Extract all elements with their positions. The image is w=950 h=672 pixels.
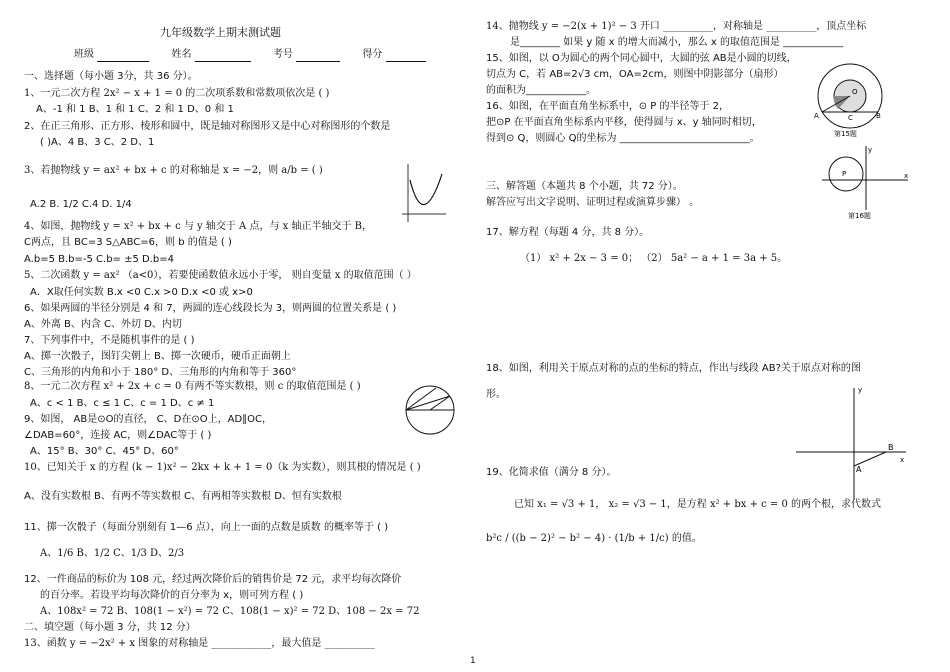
- left-line: A、没有实数根 B、有两不等实数根 C、有两相等实数根 D、恒有实数根: [24, 491, 342, 502]
- figure-15: [812, 60, 888, 138]
- left-line: 12、一件商品的标价为 108 元，经过两次降价后的销售价是 72 元，求平均每次降价: [24, 574, 402, 585]
- fig16-label-x: x: [904, 172, 909, 180]
- left-line: 二、填空题（每小题 3 分，共 12 分）: [24, 622, 196, 633]
- right-line: 切点为 C，若 AB=2√3 cm，OA=2cm，则图中阴影部分（扇形）: [486, 69, 784, 80]
- figure-18: [794, 384, 910, 502]
- fig18-label-x: x: [900, 456, 905, 464]
- left-line: A.2 B. 1/2 C.4 D. 1/4: [30, 199, 132, 210]
- fig15-label-b: B: [876, 112, 881, 120]
- left-line: 5、二次函数 y = ax² （a<0），若要使函数值永远小于零， 则自变量 x 的取值范围（ ）: [24, 270, 417, 281]
- left-line: 13、函数 y = −2x² + x 图象的对称轴是 ____________，最大值是 __________: [24, 638, 375, 649]
- number-label: 考号: [272, 49, 293, 60]
- left-line: ∠DAB=60°，连接 AC，则∠DAC等于 ( ): [24, 430, 212, 441]
- left-line: A、掷一次骰子，图钉尖朝上 B、掷一次硬币，硬币正面朝上: [24, 351, 291, 362]
- left-line: 7、下列事件中，不是随机事件的是 ( ): [24, 335, 195, 346]
- fig15-label-a: A: [814, 112, 819, 120]
- score-blank[interactable]: [386, 51, 426, 62]
- right-line: 得到⊙ Q，则圆心 Q的坐标为 __________________________。: [486, 133, 760, 144]
- left-line: 10、已知关于 x 的方程 (k − 1)x² − 2kx + k + 1 = 0（k 为实数），则其根的情况是 ( ): [24, 462, 421, 473]
- left-line: 8、一元二次方程 x² + 2x + c = 0 有两不等实数根，则 c 的取值范围是 ( ): [24, 381, 361, 392]
- figure-16: [820, 144, 912, 220]
- circle-figure-q9: [398, 384, 460, 438]
- right-line: （1） x² + 2x − 3 = 0； （2） 5a² − a + 1 = 3a + 5。: [520, 253, 788, 264]
- right-line: 已知 x₁ = √3 + 1， x₂ = √3 − 1，是方程 x² + bx + c = 0 的两个根，求代数式: [514, 499, 882, 510]
- class-blank[interactable]: [97, 51, 149, 62]
- left-line: 3、若抛物线 y = ax² + bx + c 的对称轴是 x = −2，则 a/b = ( ): [24, 165, 323, 176]
- fig18-label-a: A: [856, 465, 862, 474]
- right-line: 19、化简求值（满分 8 分）。: [486, 467, 617, 478]
- left-line: 9、如图， AB是⊙O的直径， C、D在⊙O上，AD∥OC，: [24, 414, 272, 425]
- fig15-label-o: O: [852, 88, 858, 96]
- left-line: A、外离 B、内含 C、外切 D、内切: [24, 319, 182, 330]
- right-line: b²c / ((b − 2)² − b² − 4) · (1/b + 1/c) 的值。: [486, 533, 702, 544]
- left-line: A．X取任何实数 B.x <0 C.x >0 D.x <0 或 x>0: [30, 287, 253, 298]
- class-label: 班级: [74, 49, 94, 60]
- right-line: 的面积为____________。: [486, 85, 596, 96]
- left-line: 的百分率。若设平均每次降价的百分率为 x，则可列方程 ( ): [40, 590, 304, 601]
- fig18-label-b: B: [888, 443, 894, 452]
- name-blank[interactable]: [195, 51, 251, 62]
- left-line: 2、在正三角形、正方形、棱形和圆中，既是轴对称图形又是中心对称图形的个数是: [24, 121, 391, 132]
- info-row: [74, 48, 426, 62]
- fig16-label-y: y: [868, 146, 873, 154]
- left-line: A、c < 1 B、c ≤ 1 C、c = 1 D、c ≠ 1: [30, 398, 215, 409]
- left-line: A.b=5 B.b=-5 C.b= ±5 D.b=4: [24, 254, 174, 265]
- right-line: 是________ 如果 y 随 x 的增大而减小，那么 x 的取值范围是 ____________: [510, 37, 844, 48]
- left-line: 11、掷一次骰子（每面分别刻有 1—6 点），向上一面的点数是质数 的概率等于 ( ): [24, 522, 389, 533]
- right-line: 把⊙P 在平面直角坐标系内平移，使得圆与 x、y 轴同时相切，: [486, 117, 762, 128]
- left-line: 4、如图，抛物线 y = x² + bx + c 与 y 轴交于 A 点，与 x 轴正半轴交于 B，: [24, 221, 372, 232]
- left-line: A、-1 和 1 B、1 和 1 C、2 和 1 D、0 和 1: [36, 104, 234, 115]
- left-line: 6、如果两圆的半径分别是 4 和 7，两圆的连心线段长为 3，则两圆的位置关系是 ( ): [24, 303, 397, 314]
- left-line: C、三角形的内角和小于 180° D、三角形的内角和等于 360°: [24, 367, 297, 378]
- fig16-caption: 第16题: [848, 212, 871, 220]
- left-line: A、15° B、30° C、45° D、60°: [30, 446, 179, 457]
- left-line: A、1/6 B、1/2 C、1/3 D、2/3: [40, 548, 185, 559]
- parabola-figure: [398, 162, 448, 224]
- right-line: 16、如图，在平面直角坐标系中，⊙ P 的半径等于 2，: [486, 101, 730, 112]
- left-line: ( )A、4 B、3 C、2 D、1: [40, 137, 155, 148]
- fig15-caption: 第15题: [834, 130, 857, 138]
- right-line: 14、抛物线 y = −2(x + 1)² − 3 开口 __________，对称轴是 __________，顶点坐标: [486, 21, 867, 32]
- left-line: C两点，且 BC=3 S△ABC=6，则 b 的值是 ( ): [24, 237, 232, 248]
- right-line: 解答应写出文字说明、证明过程或演算步骤） 。: [486, 197, 700, 208]
- right-line: 18、如图，利用关于原点对称的点的坐标的特点，作出与线段 AB?关于原点对称的图: [486, 363, 861, 374]
- fig18-label-y: y: [858, 386, 863, 394]
- right-line: 17、解方程（每题 4 分，共 8 分）。: [486, 227, 650, 238]
- fig15-label-c: C: [848, 114, 853, 122]
- number-blank[interactable]: [296, 51, 340, 62]
- left-line: 1、一元二次方程 2x² − x + 1 = 0 的二次项系数和常数项依次是 ( ): [24, 88, 330, 99]
- right-line: 15、如图，以 O为圆心的两个同心圆中，大圆的弦 AB是小圆的切线，: [486, 53, 797, 64]
- page-title: 九年级数学上期末测试题: [160, 26, 281, 39]
- right-line: 三、解答题（本题共 8 个小题，共 72 分）。: [486, 181, 683, 192]
- right-line: 形。: [486, 389, 506, 400]
- score-label: 得分: [362, 49, 383, 60]
- name-label: 姓名: [171, 49, 192, 60]
- fig16-label-p: P: [842, 170, 847, 178]
- left-line: A、108x² = 72 B、108(1 − x²) = 72 C、108(1 − x)² = 72 D、108 − 2x = 72: [40, 606, 420, 617]
- left-line: 一、选择题（每小题 3分，共 36 分）。: [24, 71, 198, 82]
- page-number: 1: [470, 656, 476, 666]
